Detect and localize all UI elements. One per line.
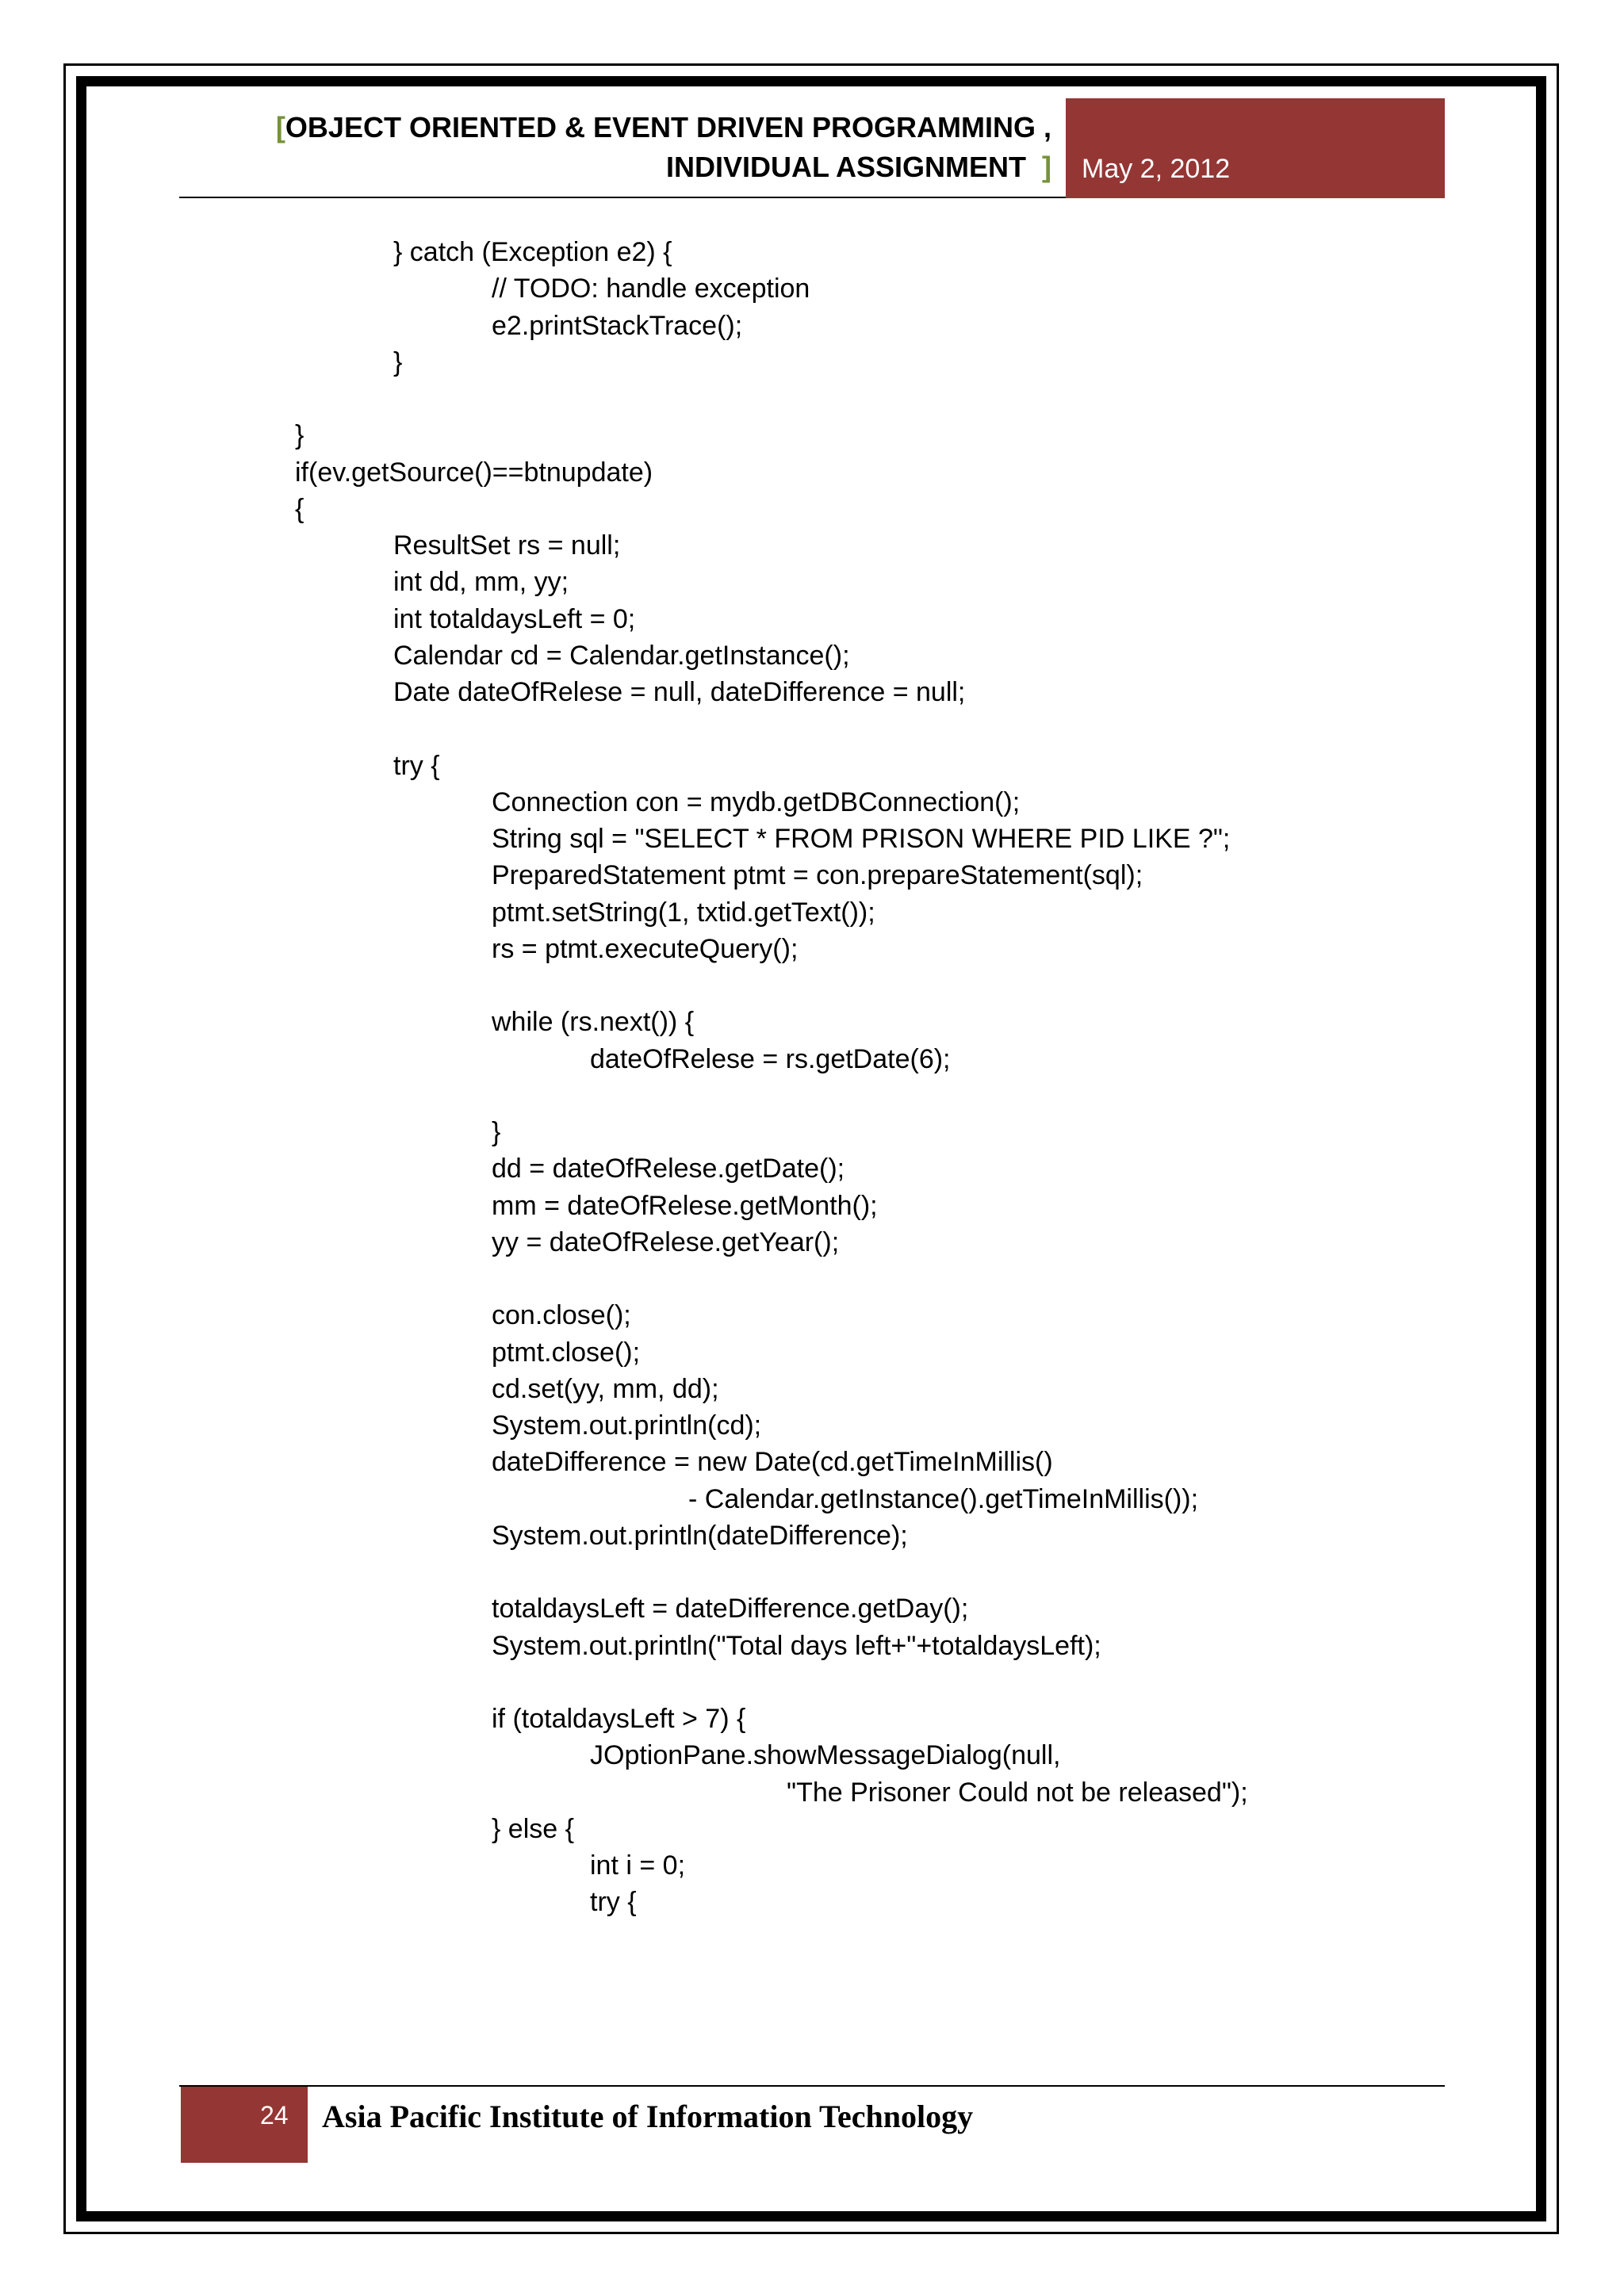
code-line: Date dateOfRelese = null, dateDifference = null; [295, 677, 966, 707]
code-line: if (totaldaysLeft > 7) { [295, 1704, 746, 1734]
header-rule [179, 197, 1066, 198]
code-line: } [295, 1117, 501, 1147]
page-number: 24 [260, 2101, 289, 2130]
code-line: int i = 0; [295, 1850, 686, 1881]
code-line: String sql = "SELECT * FROM PRISON WHERE PID LIKE ?"; [295, 824, 1231, 854]
code-line: { [295, 493, 304, 524]
code-line: System.out.println(dateDifference); [295, 1520, 908, 1551]
header-title [179, 108, 1051, 187]
code-line: mm = dateOfRelese.getMonth(); [295, 1190, 878, 1221]
code-line: dateOfRelese = rs.getDate(6); [295, 1043, 951, 1074]
code-line: } [295, 346, 403, 377]
header-bracket-close: ] [1042, 151, 1051, 183]
header-date: May 2, 2012 [1082, 154, 1231, 184]
code-line: dd = dateOfRelese.getDate(); [295, 1154, 845, 1184]
code-line: } else { [295, 1813, 574, 1844]
code-line: cd.set(yy, mm, dd); [295, 1373, 719, 1404]
code-line: totaldaysLeft = dateDifference.getDay(); [295, 1594, 969, 1624]
header-bracket-open: [ [275, 111, 285, 144]
code-line: yy = dateOfRelese.getYear(); [295, 1226, 840, 1257]
code-line: ResultSet rs = null; [295, 530, 621, 561]
footer-page-box [181, 2087, 308, 2163]
code-line: - Calendar.getInstance().getTimeInMillis()); [295, 1483, 1199, 1514]
header-title-line2 [179, 147, 1051, 187]
code-line: Connection con = mydb.getDBConnection(); [295, 786, 1021, 817]
code-line: } [295, 420, 304, 451]
code-line: } catch (Exception e2) { [295, 237, 672, 267]
header-title-line1 [179, 108, 1051, 147]
code-line: int totaldaysLeft = 0; [295, 603, 636, 634]
code-line: System.out.println(cd); [295, 1410, 762, 1441]
code-listing [295, 234, 1248, 1921]
code-line: con.close(); [295, 1300, 631, 1331]
code-line: System.out.println("Total days left+"+totaldaysLeft); [295, 1630, 1101, 1661]
footer-rule [179, 2085, 1445, 2087]
code-line: e2.printStackTrace(); [295, 310, 743, 341]
code-line: ptmt.close(); [295, 1337, 641, 1368]
code-line: try { [295, 1887, 637, 1918]
code-line: rs = ptmt.executeQuery(); [295, 933, 799, 964]
code-line: dateDifference = new Date(cd.getTimeInMillis() [295, 1447, 1053, 1478]
header-title-line1-text: OBJECT ORIENTED & EVENT DRIVEN PROGRAMMING , [285, 111, 1051, 144]
code-line: ptmt.setString(1, txtid.getText()); [295, 897, 875, 928]
code-line: while (rs.next()) { [295, 1007, 695, 1038]
code-line: // TODO: handle exception [295, 274, 810, 304]
code-line: "The Prisoner Could not be released"); [295, 1777, 1248, 1808]
code-line: try { [295, 750, 440, 781]
header-title-line2-text: INDIVIDUAL ASSIGNMENT [665, 151, 1026, 183]
footer-organization: Asia Pacific Institute of Information Technology [322, 2099, 974, 2134]
code-line: Calendar cd = Calendar.getInstance(); [295, 640, 850, 671]
code-line: if(ev.getSource()==btnupdate) [295, 457, 653, 488]
code-line: JOptionPane.showMessageDialog(null, [295, 1740, 1061, 1771]
code-line: int dd, mm, yy; [295, 567, 569, 598]
code-line: PreparedStatement ptmt = con.prepareStatement(sql); [295, 860, 1143, 891]
